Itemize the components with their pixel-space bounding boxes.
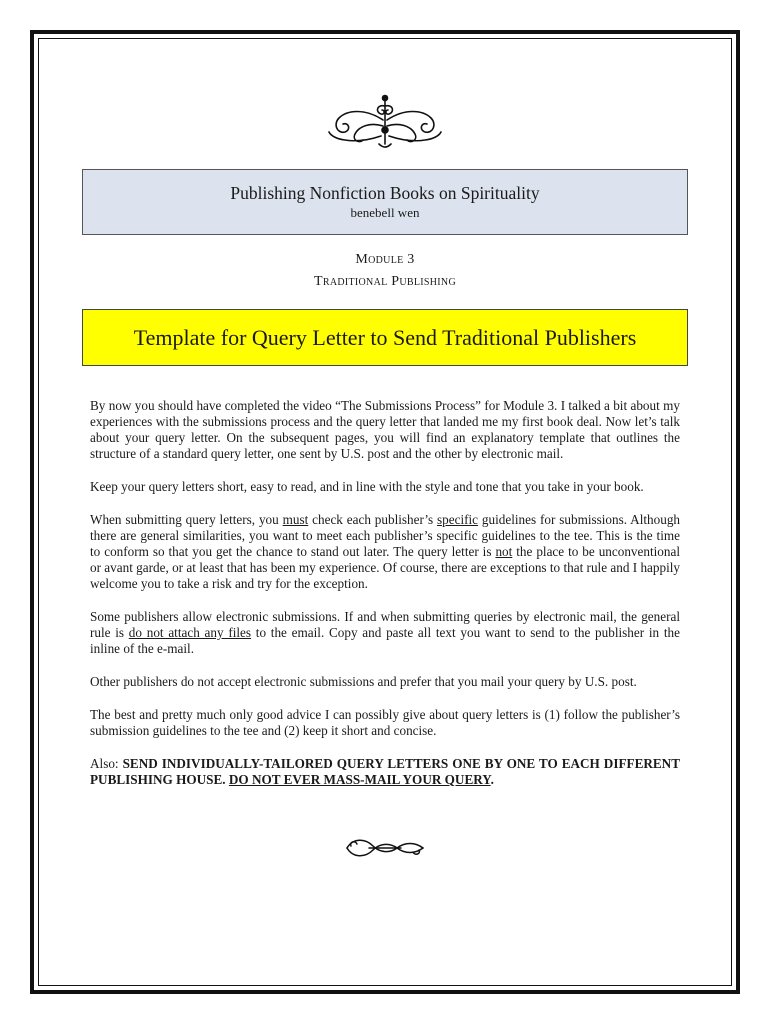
text-run: Some publishers allow electronic submissions. If and when submitting queries by electronic mail, the general rule is [90,609,680,640]
flourish-ornament-icon [325,92,445,152]
advice-paragraph: The best and pretty much only good advice I can possibly give about query letters is (1) follow the publisher’s submission guidelines to the tee and (2) keep it short and concise. [90,707,680,738]
course-header-box [82,169,688,235]
scroll-flourish-icon [343,834,427,862]
electronic-paragraph [90,609,680,657]
text-run: to the email. Copy and paste all text you want to send to the publisher in the inline of the e-mail. [90,625,680,656]
intro-paragraph: By now you should have completed the video “The Submissions Process” for Module 3. I talked a bit about my experiences with the submissions process and the query letter that landed me my first book deal. Now let’s talk about your query letter. On the subsequent pages, you will find an explanatory template that outlines the structure of a standard query letter, one sent by U.S. post and the other by electronic mail. [90,398,680,461]
text-run: When submitting query letters, you [90,512,283,527]
emphasis-not: not [495,544,513,559]
warning-caps: SEND INDIVIDUALLY-TAILORED QUERY LETTERS ONE BY ONE TO EACH DIFFERENT PUBLISHING HOUSE. [90,756,681,787]
text-run: guidelines for submissions. Although there are general similarities, you want to meet each publisher’s specific guidelines to the tee. This is the time to conform so that you get the chance to stand out later. The query letter is [90,512,681,559]
template-heading-box [82,309,688,366]
guidelines-paragraph [90,512,680,592]
body-content [90,398,680,805]
warning-paragraph [90,756,680,788]
post-paragraph: Other publishers do not accept electronic submissions and prefer that you mail your query by U.S. post. [90,674,637,689]
text-run: check each publisher’s [308,512,438,527]
text-run: the place to be unconventional or avant garde, or at least that has been my experience. Of course, there are exceptions to that rule and I happily welcome you to take a risk and try for the exception. [90,544,681,591]
text-run: . [490,772,494,787]
style-paragraph: Keep your query letters short, easy to read, and in line with the style and tone that you take in your book. [90,479,644,494]
emphasis-no-attach: do not attach any files [128,625,252,640]
template-heading: Template for Query Letter to Send Traditional Publishers [133,325,637,350]
emphasis-specific: specific [437,512,479,527]
emphasis-must: must [282,512,309,527]
text-run: Also: [90,756,123,771]
course-title: Publishing Nonfiction Books on Spirituality [230,183,540,203]
module-name: Traditional Publishing [314,274,456,289]
warning-underline: DO NOT EVER MASS-MAIL YOUR QUERY [228,772,491,787]
course-author: benebell wen [350,205,420,220]
module-number: Module 3 [355,252,415,267]
